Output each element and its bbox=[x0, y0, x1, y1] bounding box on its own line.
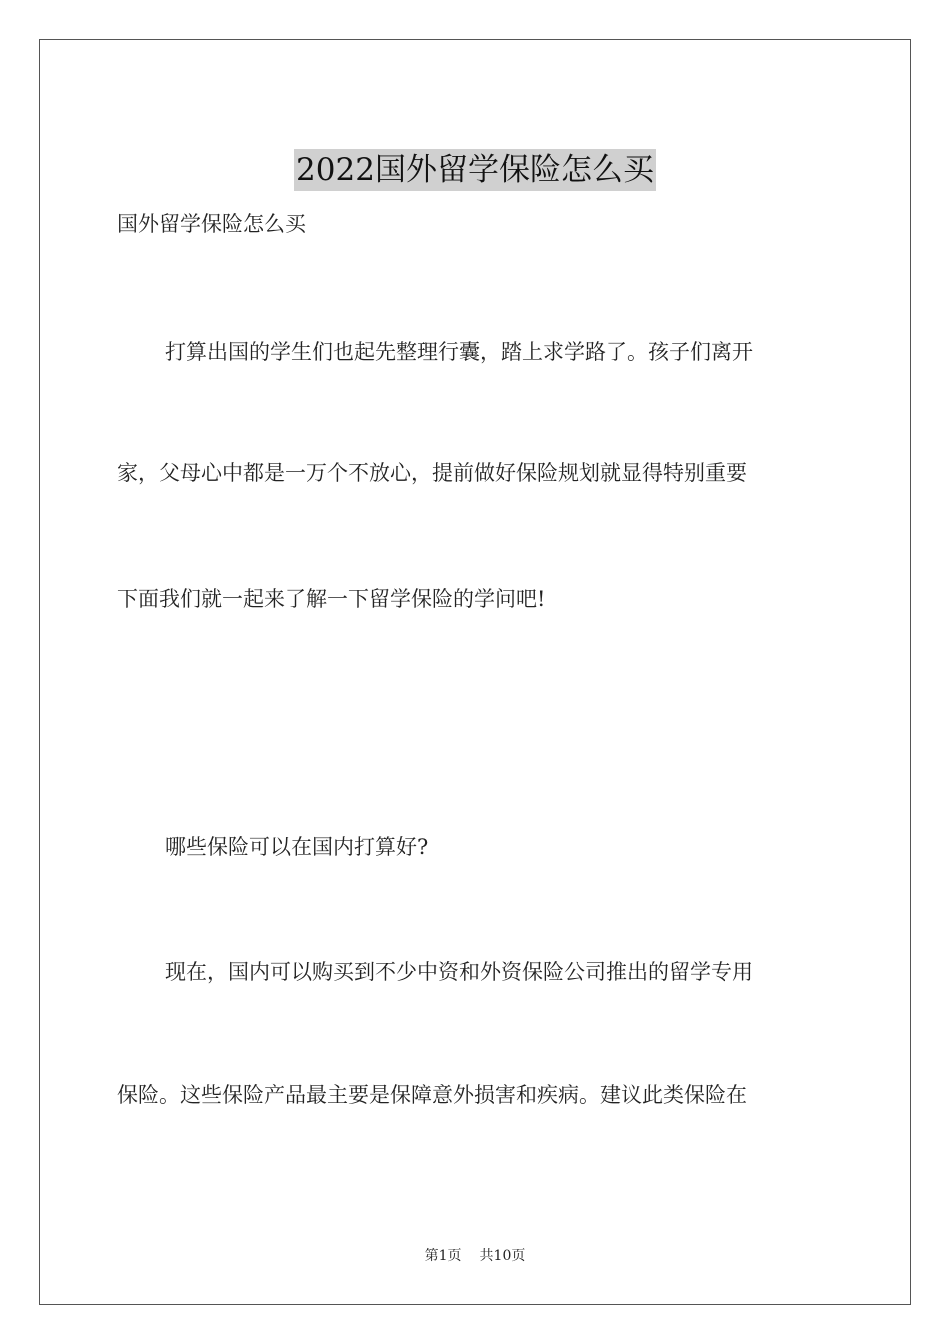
document-title: 2022国外留学保险怎么买 bbox=[294, 149, 656, 191]
paragraph-line-3: 下面我们就一起来了解一下留学保险的学问吧! bbox=[117, 587, 546, 611]
paragraph-line-1: 打算出国的学生们也起先整理行囊，踏上求学路了。孩子们离开 bbox=[165, 340, 753, 364]
document-subtitle: 国外留学保险怎么买 bbox=[117, 212, 306, 236]
page-number: 第1页 bbox=[424, 1248, 462, 1264]
section-question: 哪些保险可以在国内打算好? bbox=[165, 835, 429, 859]
paragraph-line-2: 家，父母心中都是一万个不放心，提前做好保险规划就显得特别重要 bbox=[117, 461, 747, 485]
page-footer bbox=[0, 1246, 950, 1266]
paragraph-line-5: 现在，国内可以购买到不少中资和外资保险公司推出的留学专用 bbox=[165, 960, 753, 984]
paragraph-line-6: 保险。这些保险产品最主要是保障意外损害和疾病。建议此类保险在 bbox=[117, 1083, 747, 1107]
page-total: 共10页 bbox=[479, 1248, 526, 1264]
title-container bbox=[0, 128, 950, 212]
